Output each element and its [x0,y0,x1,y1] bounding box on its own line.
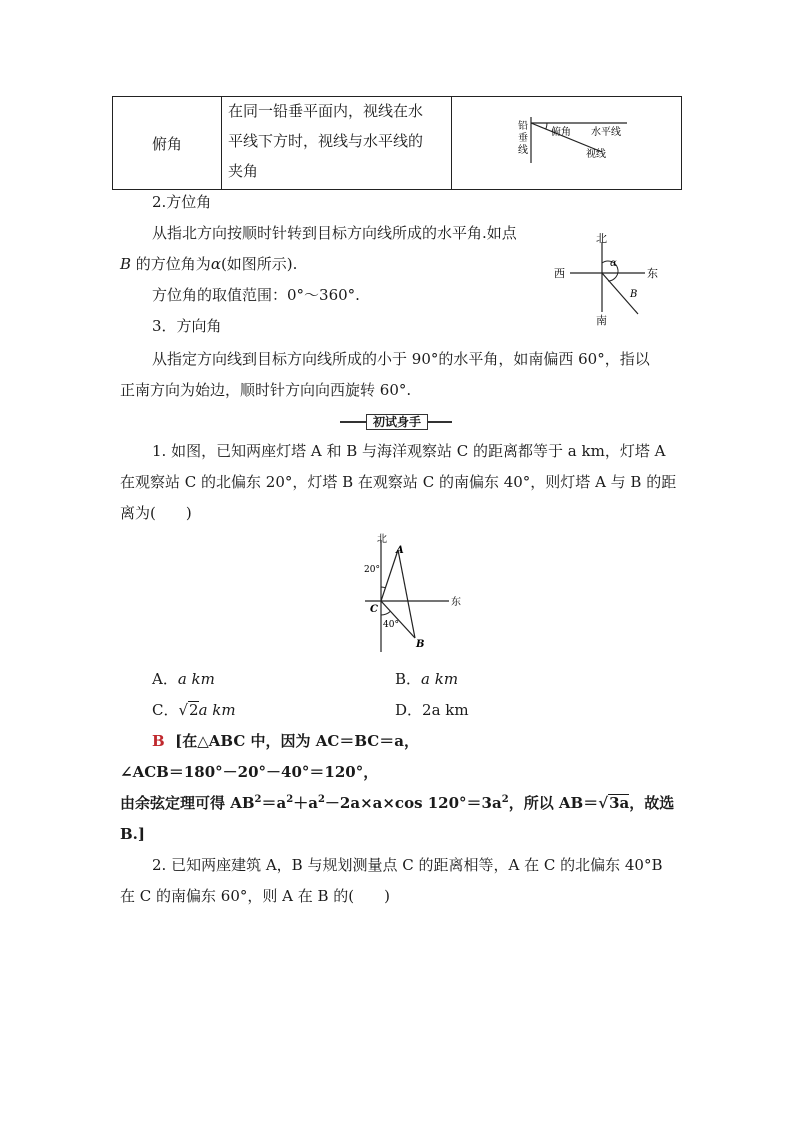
answer-eq-5: ，所以 AB＝ [508,794,599,812]
answer-sup-4: 2 [501,794,509,805]
sight-label: 视线 [586,149,606,160]
answer-line-1 [152,731,419,751]
angle-40-label: 40° [383,620,399,630]
definition-line-1: 在同一铅垂平面内，视线在水 [228,102,424,120]
q2-line-2: 在 C 的南偏东 60°，则 A 在 B 的( ) [120,887,391,905]
north-label: 北 [596,232,607,245]
answer-sup-3: 2 [317,794,325,805]
section-3-line-2: 正南方向为始边，顺时针方向向西旋转 60°. [120,381,412,399]
answer-eq-4: －2a×a×cos 120°＝3a [324,794,502,812]
option-c[interactable]: C．√2a km [152,701,236,719]
q1-figure [355,530,470,655]
point-b-label: B [416,639,425,650]
azimuth-figure [550,230,670,330]
option-c-root: 2 [189,701,199,719]
q1-line-1: 1. 如图，已知两座灯塔 A 和 B 与海洋观察站 C 的距离都等于 a km，灯塔 A [152,442,666,460]
definition-line-3: 夹角 [228,162,259,180]
definition-table [112,96,682,190]
answer-root: 3a [609,794,630,812]
angle-arc-bottom [381,611,391,615]
answer-line-4: B.] [120,825,145,843]
answer-sup-1: 2 [254,794,262,805]
definition-cell [221,97,452,189]
section-banner [340,414,452,430]
section-2-line-2-mid: 的方位角为 [131,255,211,273]
point-b-label: B [630,289,638,300]
alpha-label: α [610,258,617,269]
q1-line-2: 在观察站 C 的北偏东 20°，灯塔 B 在观察站 C 的南偏东 40°，则灯塔 A 与 B 的距 [120,473,677,491]
section-2-heading: 2.方位角 [152,193,212,211]
segment-ab [398,550,415,638]
option-a[interactable] [152,669,215,689]
section-2-line-2 [120,254,297,274]
option-b[interactable] [395,669,458,689]
angle-label: 俯角 [551,127,571,138]
answer-sup-2: 2 [286,794,294,805]
depression-angle-figure [452,97,681,189]
q1-north-label: 北 [377,534,387,545]
angle-20-label: 20° [364,565,380,575]
definition-line-2: 平线下方时，视线与水平线的 [228,132,424,150]
horizontal-label: 水平线 [591,127,621,138]
q2-line-1: 2. 已知两座建筑 A，B 与规划测量点 C 的距离相等，A 在 C 的北偏东 40°B [152,856,663,874]
option-b-label: B． [395,670,422,688]
answer-eq-1: 由余弦定理可得 AB [120,794,255,812]
option-d[interactable] [395,700,469,720]
option-d-label: D． [395,701,423,719]
figure-cell [452,97,681,189]
answer-letter: B [152,732,165,750]
answer-eq-2: ＝a [261,794,287,812]
option-c-text: a km [198,701,236,719]
south-label: 南 [596,314,607,327]
option-c-label: C． [152,701,179,719]
term-cell [113,97,222,189]
answer-eq-3: ＋a [293,794,318,812]
section-2-line-2-end: (如图所示). [220,255,298,273]
vertical-label-2: 垂 [518,133,528,144]
vertical-label-3: 线 [518,145,528,156]
option-a-label: A． [152,670,178,688]
answer-line-3: 由余弦定理可得 $AB^2=a^2+a^2-2a\times a\times\cos$ $120^\circ=3a^2$，所以 AB＝√3a，故选 [120,794,675,812]
vertical-label-1: 铅 [518,121,528,132]
angle-arc-top [381,587,386,588]
point-b: B [120,255,132,273]
answer-line-1-text: [在△ABC 中，因为 AC＝BC＝a， [175,732,419,750]
point-c-label: C [370,604,378,615]
section-2-line-1: 从指北方向按顺时针转到目标方向线所成的水平角.如点 [152,224,517,242]
section-3-line-1: 从指定方向线到目标方向线所成的小于 90°的水平角，如南偏西 60°，指以 [152,350,650,368]
west-label: 西 [554,267,565,280]
answer-line-2: ∠ACB＝180°－20°－40°＝120°， [120,763,379,781]
banner-title: 初试身手 [366,414,428,430]
option-b-text: a km [421,670,459,688]
angle-arc [546,123,547,129]
answer-eq-end: ，故选 [629,794,675,812]
option-a-text: a km [177,670,215,688]
alpha-symbol: α [210,255,221,273]
point-a-label: A [396,545,404,556]
azimuth-range: 方位角的取值范围：0°～360°. [152,286,360,304]
term-label: 俯角 [151,135,182,153]
segment-ca [381,550,398,601]
option-d-text: 2a km [422,701,469,719]
q1-east-label: 东 [451,597,461,608]
east-label: 东 [647,267,658,280]
q1-line-3: 离为( ) [120,504,192,522]
section-3-heading: 3．方向角 [152,317,222,335]
